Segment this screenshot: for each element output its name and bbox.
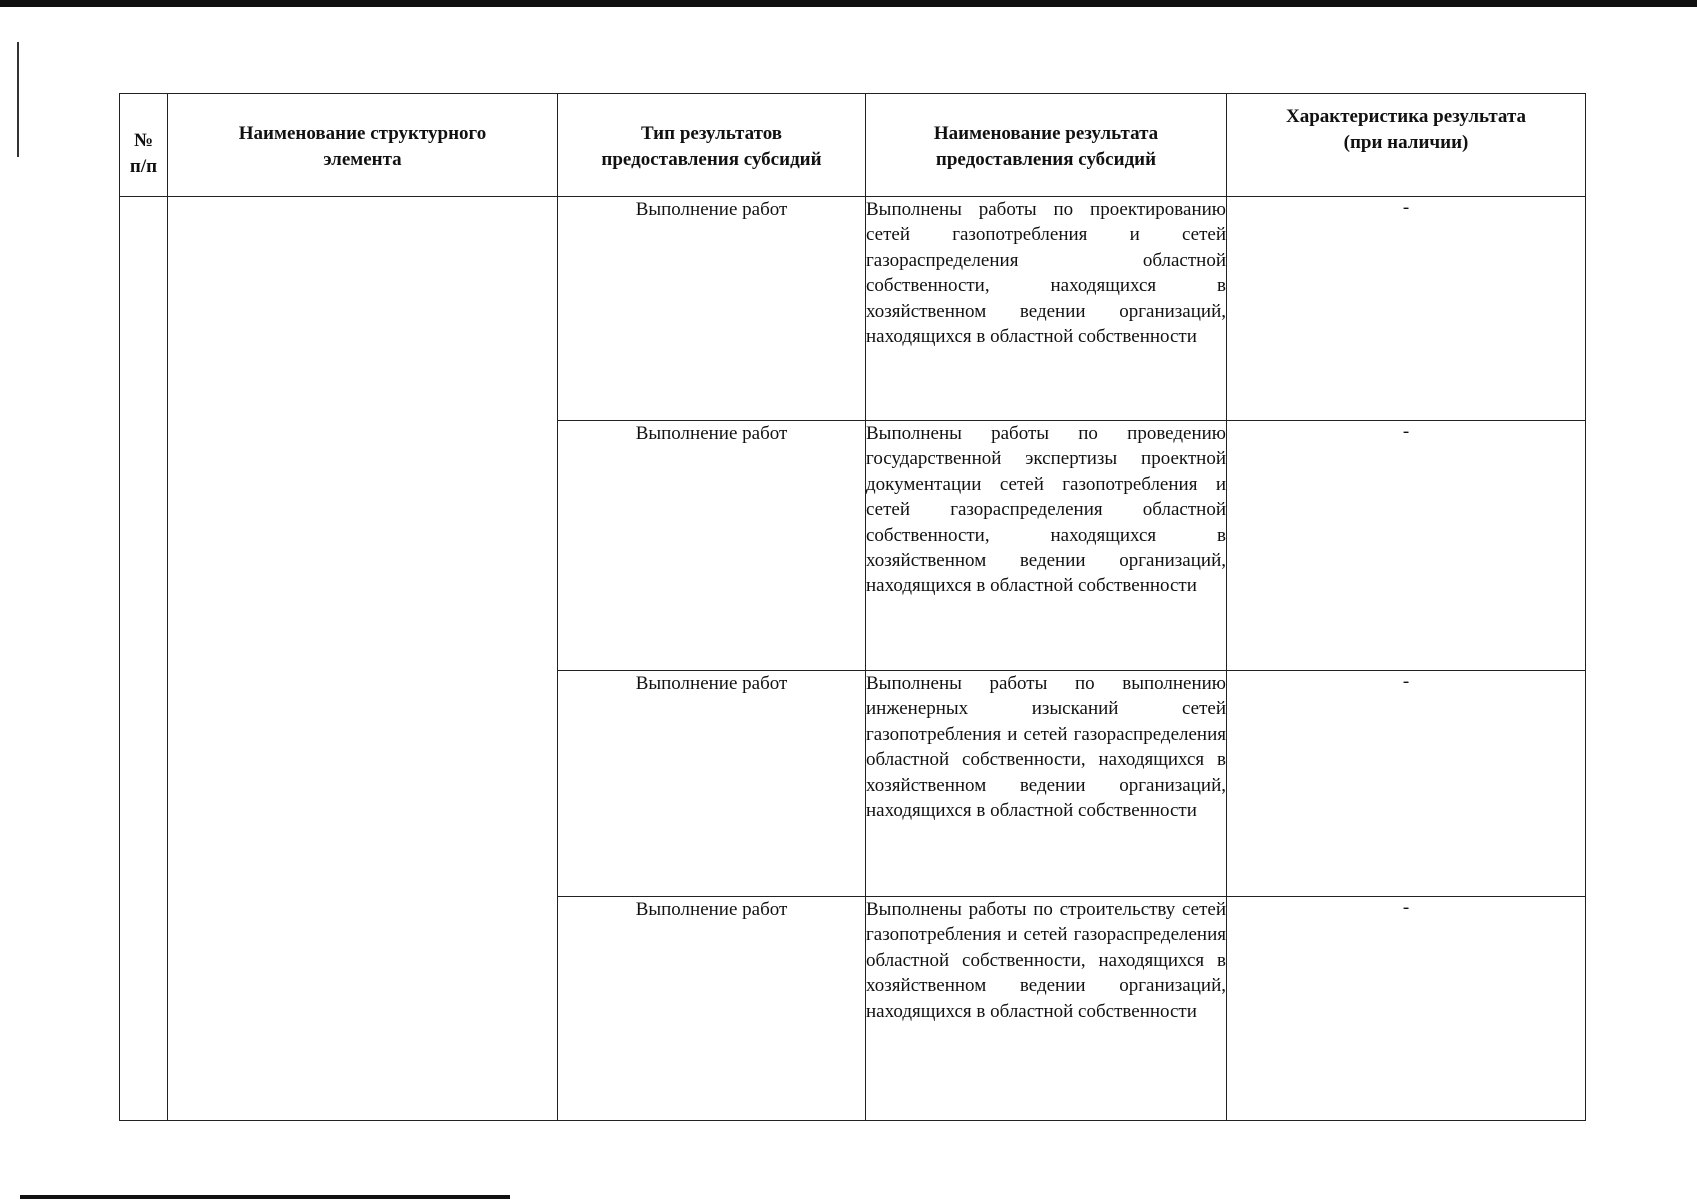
scan-left-mark [17, 42, 19, 157]
header-row [120, 94, 1586, 197]
structural-element-cell [168, 197, 558, 1121]
number-cell [120, 197, 168, 1121]
header-result-characteristic-line-2: (при наличии) [1343, 132, 1469, 153]
result-type-cell: Выполнение работ [558, 671, 866, 897]
header-structural-element-line-1: Наименование структурного [238, 123, 487, 144]
table-header [120, 94, 1586, 197]
header-result-characteristic [1227, 94, 1586, 197]
header-result-type-line-1: Тип результатов [640, 123, 783, 144]
header-number-line-1: № [133, 130, 154, 151]
result-type-cell: Выполнение работ [558, 421, 866, 671]
result-characteristic-cell: - [1227, 197, 1586, 421]
header-result-name-line-1: Наименование результата [933, 123, 1159, 144]
scan-bottom-edge [20, 1195, 510, 1199]
results-table [119, 93, 1586, 1121]
header-result-type-line-2: предоставления субсидий [601, 149, 822, 170]
header-result-name [866, 94, 1227, 197]
result-type-cell: Выполнение работ [558, 897, 866, 1121]
result-characteristic-cell: - [1227, 671, 1586, 897]
header-number-line-2: п/п [129, 156, 158, 177]
header-result-characteristic-line-1: Характеристика результата [1285, 106, 1527, 127]
table-body [120, 197, 1586, 1121]
result-name-cell: Выполнены работы по проведению государственной экспертизы проектной документации сетей газопотребления и сетей газораспределения областной собственности, находящихся в хозяйственном ведении организаций, находящихся в областной собственности [866, 421, 1227, 671]
table-row [120, 197, 1586, 421]
result-characteristic-cell: - [1227, 421, 1586, 671]
header-number [120, 94, 168, 197]
result-name-cell: Выполнены работы по проектированию сетей газопотребления и сетей газораспределения областной собственности, находящихся в хозяйственном ведении организаций, находящихся в областной собственности [866, 197, 1227, 421]
header-result-type [558, 94, 866, 197]
header-result-name-line-2: предоставления субсидий [935, 149, 1157, 170]
header-structural-element-line-2: элемента [323, 149, 402, 170]
result-type-cell: Выполнение работ [558, 197, 866, 421]
scan-top-edge [0, 0, 1697, 7]
result-name-cell: Выполнены работы по строительству сетей газопотребления и сетей газораспределения областной собственности, находящихся в хозяйственном ведении организаций, находящихся в областной собственности [866, 897, 1227, 1121]
result-name-cell: Выполнены работы по выполнению инженерных изысканий сетей газопотребления и сетей газораспределения областной собственности, находящихся в хозяйственном ведении организаций, находящихся в областной собственности [866, 671, 1227, 897]
header-structural-element [168, 94, 558, 197]
result-characteristic-cell: - [1227, 897, 1586, 1121]
